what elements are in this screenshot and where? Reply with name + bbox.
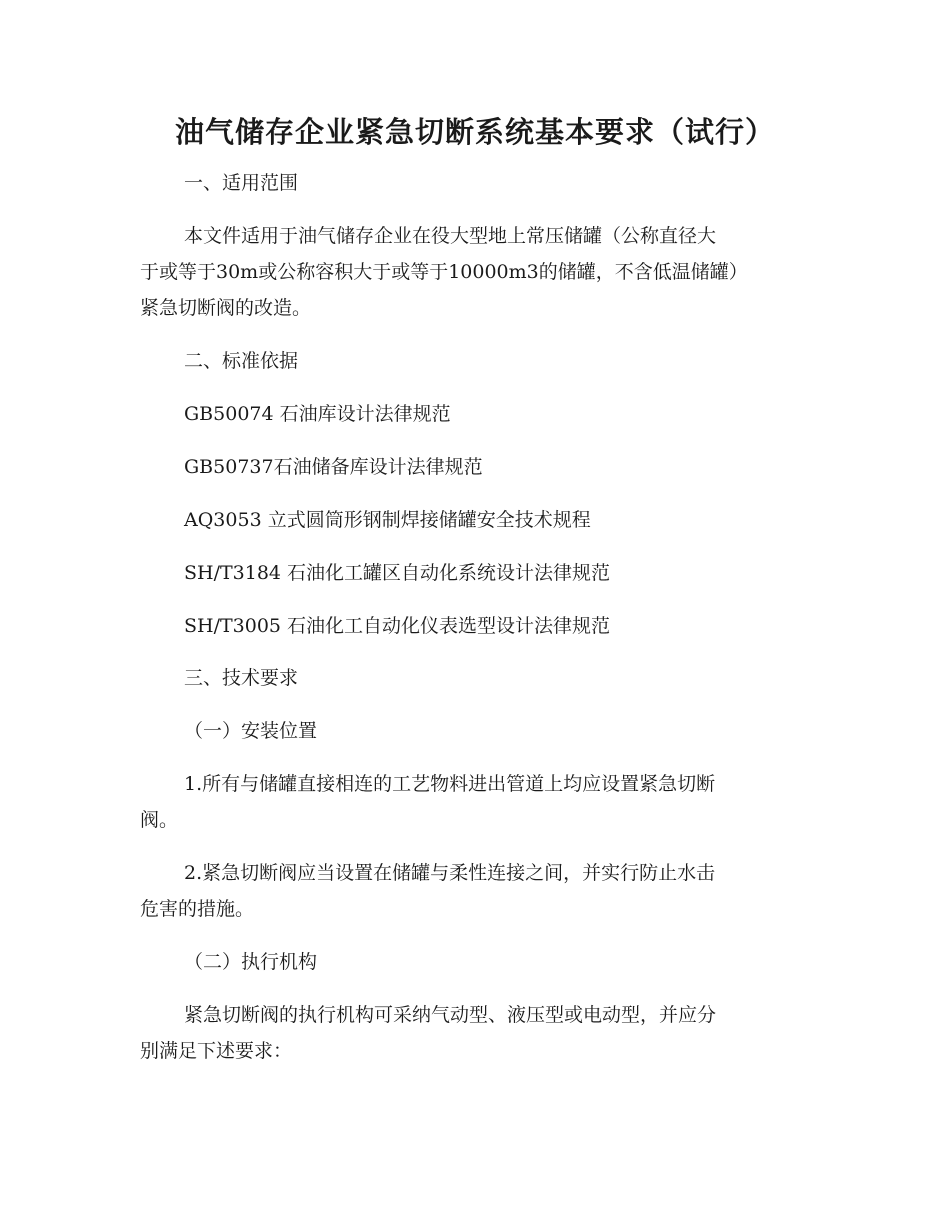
section-heading-technical-requirements: 三、技术要求 [184,667,299,689]
requirement-2-line-2: 危害的措施。 [140,898,255,920]
subsection-heading-installation: （一）安装位置 [184,720,318,742]
standard-item-sh-t3005: SH/T3005 石油化工自动化仪表选型设计法律规范 [184,615,611,637]
requirement-2-line-1: 2.紧急切断阀应当设置在储罐与柔性连接之间，并实行防止水击 [184,862,716,884]
paragraph-scope-line-2: 于或等于30m或公称容积大于或等于10000m3的储罐，不含低温储罐） [140,261,748,283]
section-heading-scope: 一、适用范围 [184,172,299,194]
standard-item-gb50737: GB50737石油储备库设计法律规范 [184,456,483,478]
requirement-1-line-1: 1.所有与储罐直接相连的工艺物料进出管道上均应设置紧急切断 [184,773,716,795]
document-title: 油气储存企业紧急切断系统基本要求（试行） [174,115,775,149]
paragraph-actuator-line-1: 紧急切断阀的执行机构可采纳气动型、液压型或电动型，并应分 [184,1004,717,1026]
standard-item-aq3053: AQ3053 立式圆筒形钢制焊接储罐安全技术规程 [184,509,591,531]
subsection-heading-actuator: （二）执行机构 [184,951,318,973]
requirement-1-line-2: 阀。 [140,809,179,831]
standard-item-gb50074: GB50074 石油库设计法律规范 [184,403,451,425]
paragraph-scope-line-1: 本文件适用于油气储存企业在役大型地上常压储罐（公称直径大 [184,225,717,247]
paragraph-actuator-line-2: 别满足下述要求： [140,1040,293,1062]
paragraph-scope-line-3: 紧急切断阀的改造。 [140,297,312,319]
section-heading-standards: 二、标准依据 [184,350,299,372]
standard-item-sh-t3184: SH/T3184 石油化工罐区自动化系统设计法律规范 [184,562,611,584]
